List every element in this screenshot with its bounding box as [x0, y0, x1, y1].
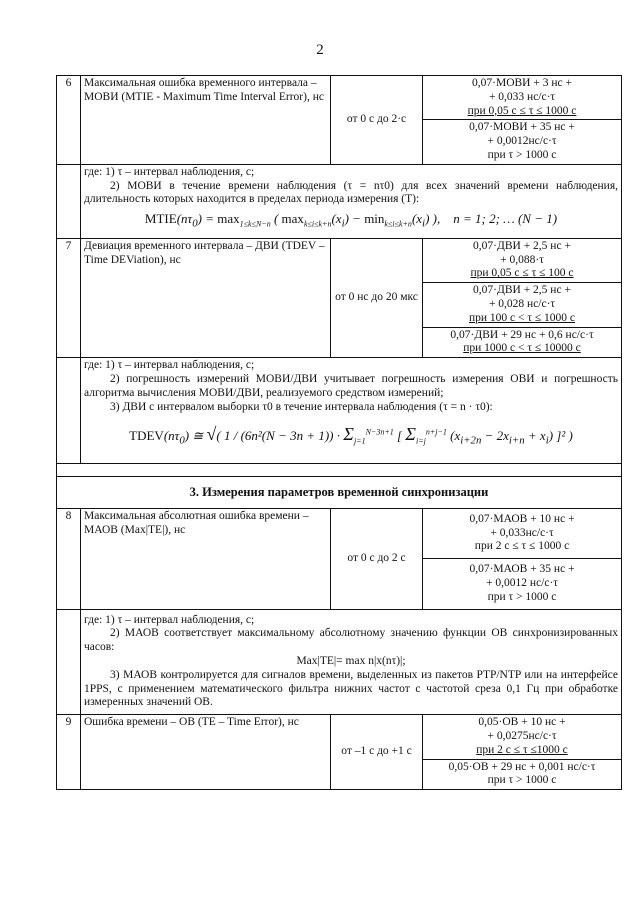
parameter-name: Ошибка времени – ОВ (TE – Time Error), нс — [81, 715, 331, 790]
error-limit: 0,05·ОВ + 29 нс + 0,001 нс/с·τ при τ > 1000 с — [423, 759, 622, 790]
note-text: где: 1) τ – интервал наблюдения, с; — [84, 165, 255, 178]
parameter-name: Максимальная абсолютная ошибка времени – МАОВ (Max|TE|), нс — [81, 508, 331, 609]
page-number: 2 — [316, 42, 324, 58]
parameter-name: Девиация временного интервала – ДВИ (TDEV – Time DEViation), нс — [81, 238, 331, 357]
notes — [81, 164, 622, 238]
mtie-formula: $MTIE(n\tau_0) = \max_{1\le k\le N-n}$ ( $\max_{k\le i\le k+n}(x_i) - \min_{k\le i\le k+n}(x_i)$ ), n = 1; 2; … (N − 1) — [144, 211, 558, 230]
error-limit: 0,07·МАОВ + 35 нс + + 0,0012 нс/с·τ при τ > 1000 с — [423, 559, 622, 609]
error-limit: 0,07·МОВИ + 3 нс + + 0,033 нс/с·τ при 0,05 с ≤ τ ≤ 1000 с — [423, 76, 622, 120]
notes — [81, 358, 622, 464]
error-limit: 0,07·ДВИ + 2,5 нс + + 0,028 нс/с·τ при 100 с < τ ≤ 1000 с — [423, 283, 622, 327]
table-row — [57, 609, 622, 715]
table-row — [57, 238, 622, 282]
parameter-name: Максимальная ошибка временного интервала – МОВИ (MTIE - Maximum Time Interval Error), нс — [81, 76, 331, 165]
measurement-range: от 0 с до 2·с — [331, 76, 423, 165]
notes — [81, 609, 622, 715]
error-limit: 0,07·ДВИ + 2,5 нс + + 0,088·τ при 0,05 с ≤ τ ≤ 100 с — [423, 238, 622, 282]
error-limit: 0,07·ДВИ + 29 нс + 0,6 нс/с·τ при 1000 с < τ ≤ 10000 с — [423, 327, 622, 358]
error-limit: 0,05·ОВ + 10 нс + + 0,0275нс/с·τ при 2 с ≤ τ ≤1000 с — [423, 715, 622, 759]
row-number: 6 — [57, 76, 81, 165]
section-heading: 3. Измерения параметров временной синхронизации — [57, 476, 622, 508]
note-text: 3) ДВИ с интервалом выборки τ0 в течение интервала наблюдения (τ = n · τ0): — [110, 400, 493, 413]
table-row — [57, 164, 622, 238]
note-text: 3) МАОВ контролируется для сигналов времени, выделенных из пакетов PTP/NTP или на интерфейсе 1PPS, с применением математического фильтра нижних частот с частотой среза 0,1 Гц при обработке измеренных значений ОВ. — [84, 668, 618, 709]
measurement-range: от –1 с до +1 с — [331, 715, 423, 790]
note-text: где: 1) τ – интервал наблюдения, с; — [84, 359, 255, 372]
note-text: 2) МАОВ соответствует максимальному абсолютному значению функции ОВ синхронизированных часов: — [84, 627, 618, 654]
row-number: 9 — [57, 715, 81, 790]
tdev-formula: $TDEV(n\tau_0)$ ≅ √( $1 / (6n^2(N - 3n + 1)) \cdot \Sigma_{j=1}^{N-3n+1}$ [ $\Sigma_{i=j}^{n+j-1}$ $(x_{i+2n} - 2x_{i+n} + x_i)$ ]² ) — [129, 424, 573, 447]
table-row — [57, 715, 622, 759]
measurement-range: от 0 нс до 20 мкс — [331, 238, 423, 357]
error-limit: 0,07·МОВИ + 35 нс + + 0,0012нс/с·τ при τ > 1000 с — [423, 120, 622, 164]
table-row — [57, 76, 622, 120]
table-row — [57, 463, 622, 476]
specification-table — [56, 75, 622, 790]
table-row — [57, 476, 622, 508]
note-text: где: 1) τ – интервал наблюдения, с; — [84, 613, 255, 626]
error-limit: 0,07·МАОВ + 10 нс + + 0,033нс/с·τ при 2 с ≤ τ ≤ 1000 с — [423, 508, 622, 558]
measurement-range: от 0 с до 2 с — [331, 508, 423, 609]
row-number: 7 — [57, 238, 81, 357]
note-text: 2) погрешность измерений МОВИ/ДВИ учитывает погрешность измерения ОВИ и погрешность алгоритма вычисления МОВИ/ДВИ, реализуемого средством измерений; — [84, 372, 618, 399]
table-row — [57, 358, 622, 464]
note-text: 2) МОВИ в течение времени наблюдения (τ = nτ0) для всех значений времени наблюдения, длительность которых находится в пределах периода измерения (T): — [84, 179, 618, 206]
table-row — [57, 508, 622, 558]
row-number: 8 — [57, 508, 81, 609]
maxte-formula: Max|TE|= max n|x(nτ)|; — [296, 655, 406, 668]
